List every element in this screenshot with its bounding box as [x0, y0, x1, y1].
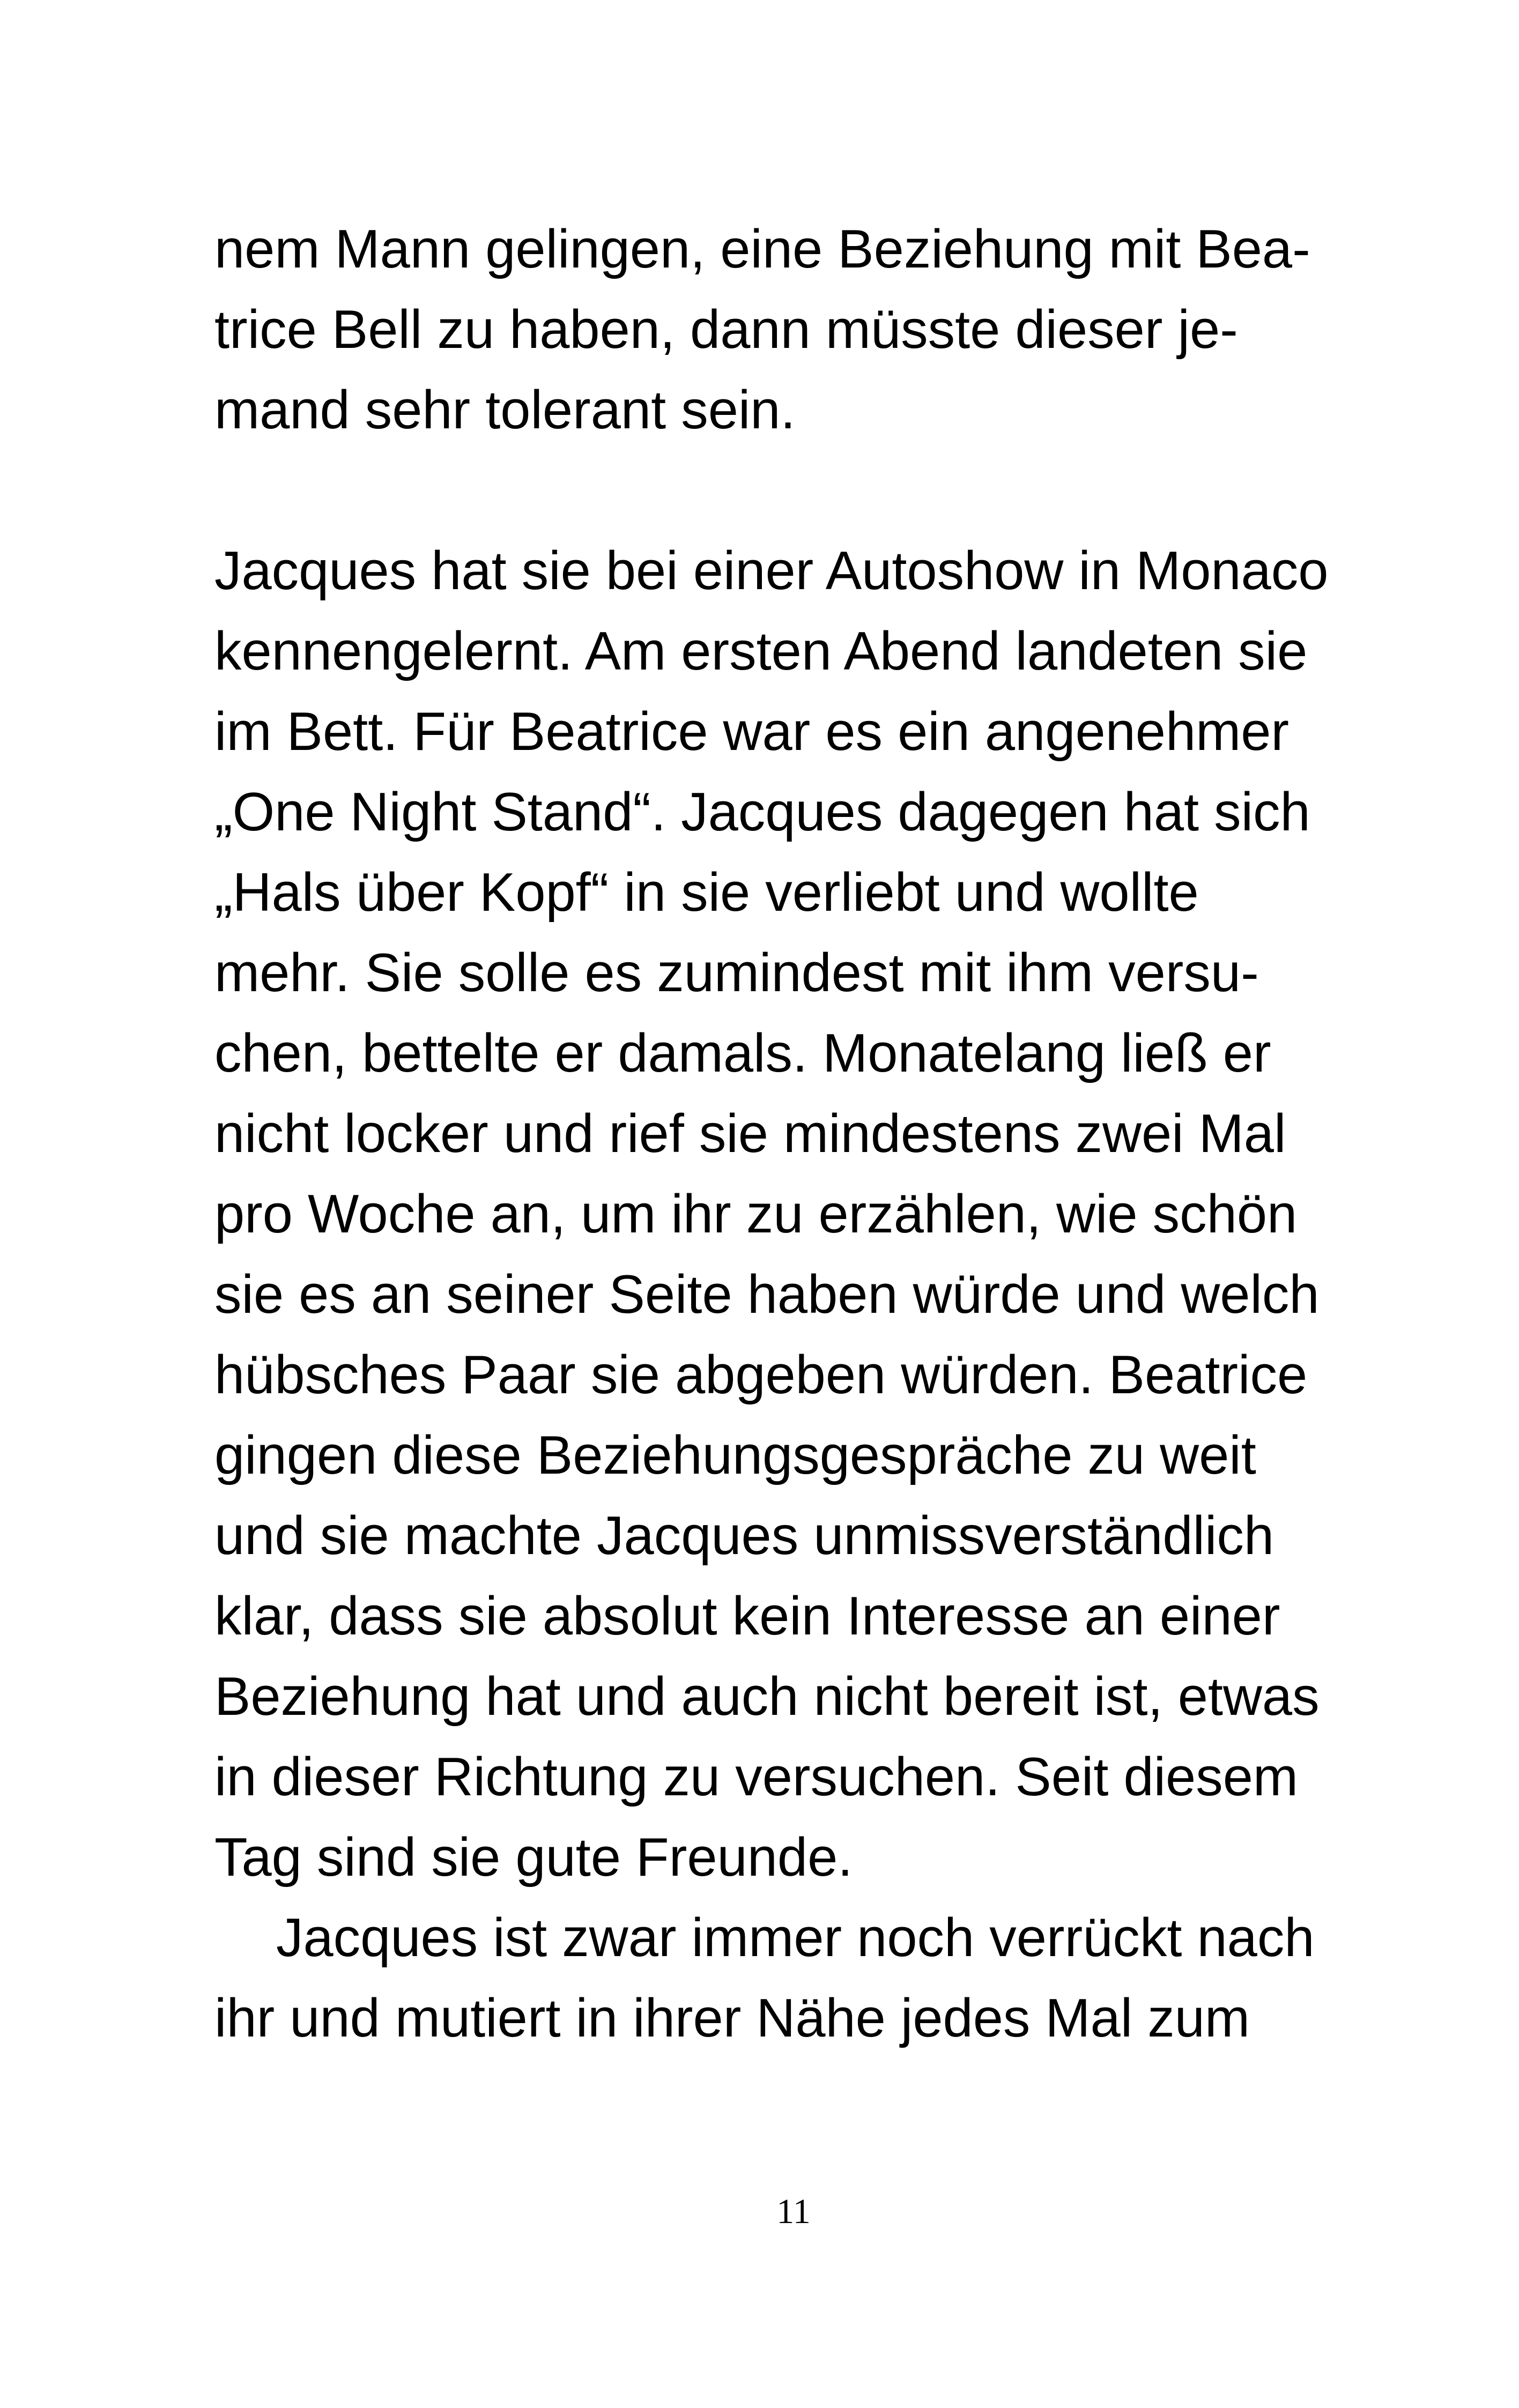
- text-line: pro Woche an, um ihr zu erzählen, wie schön: [214, 1184, 1298, 1244]
- text-line: nem Mann gelingen, eine Beziehung mit Bea-: [214, 219, 1310, 279]
- text-line: „Hals über Kopf“ in sie verliebt und wollte: [214, 863, 1199, 923]
- text-line: chen, bettelte er damals. Monatelang ließ er: [214, 1023, 1271, 1083]
- text-line: Beziehung hat und auch nicht bereit ist, etwas: [214, 1667, 1320, 1727]
- text-line: Tag sind sie gute Freunde.: [214, 1827, 853, 1887]
- text-line: in dieser Richtung zu versuchen. Seit diesem: [214, 1747, 1299, 1807]
- text-line: sie es an seiner Seite haben würde und welch: [214, 1265, 1320, 1325]
- text-line: Jacques hat sie bei einer Autoshow in Monaco: [214, 541, 1329, 601]
- text-line: klar, dass sie absolut kein Interesse an einer: [214, 1586, 1280, 1646]
- text-line: nicht locker und rief sie mindestens zwei Mal: [214, 1104, 1286, 1164]
- text-line: hübsches Paar sie abgeben würden. Beatrice: [214, 1345, 1308, 1405]
- text-line: im Bett. Für Beatrice war es ein angenehmer: [214, 702, 1290, 762]
- text-line: mand sehr tolerant sein.: [214, 380, 796, 440]
- text-line: trice Bell zu haben, dann müsste dieser je-: [214, 300, 1238, 360]
- text-line: kennengelernt. Am ersten Abend landeten sie: [214, 621, 1308, 681]
- text-line: und sie machte Jacques unmissverständlich: [214, 1506, 1275, 1566]
- text-line: ihr und mutiert in ihrer Nähe jedes Mal zum: [214, 1988, 1250, 2048]
- text-line: „One Night Stand“. Jacques dagegen hat sich: [214, 782, 1310, 842]
- text-line: gingen diese Beziehungsgespräche zu weit: [214, 1425, 1256, 1485]
- text-line: mehr. Sie solle es zumindest mit ihm versu-: [214, 943, 1259, 1003]
- text-line: Jacques ist zwar immer noch verrückt nach: [276, 1908, 1315, 1968]
- page-number: 11: [776, 2192, 811, 2231]
